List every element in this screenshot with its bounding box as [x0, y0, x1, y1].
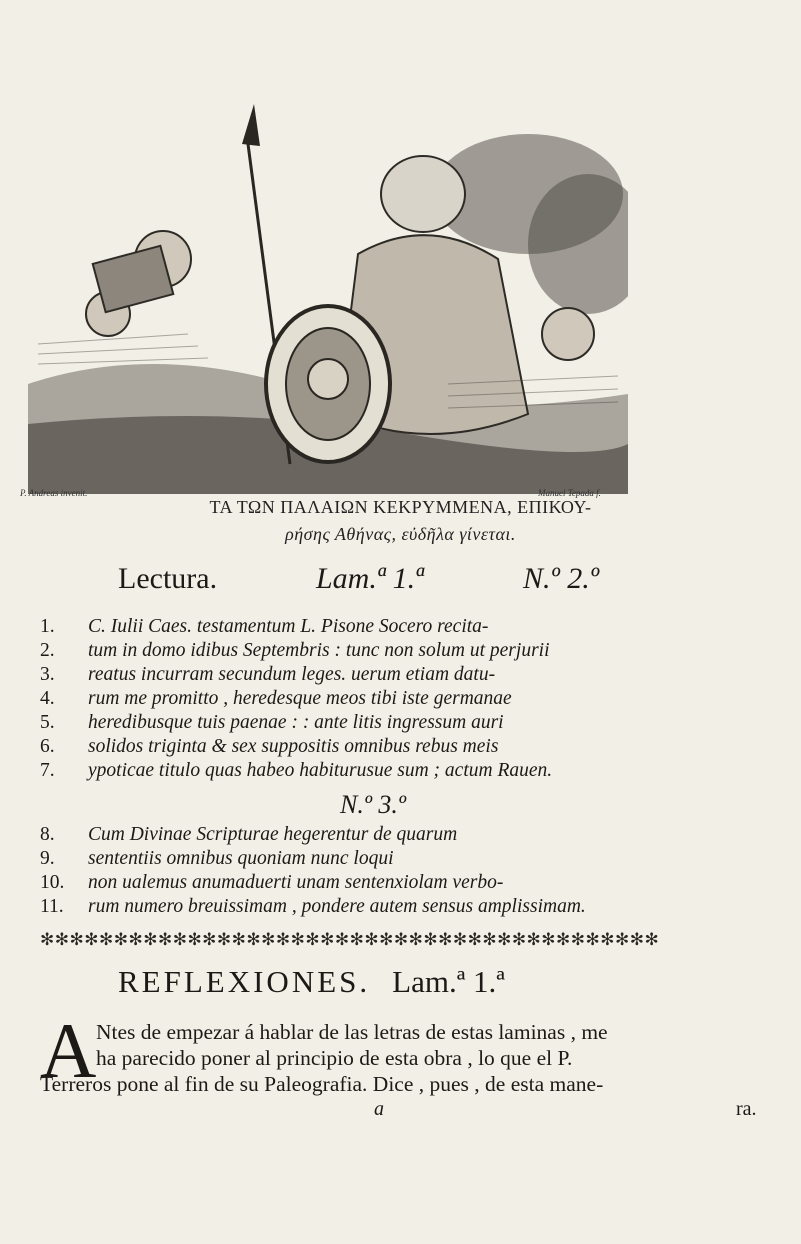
body-line-1: Ntes de empezar á hablar de las letras de estas laminas , me: [96, 1020, 608, 1044]
reflexiones-heading: [118, 964, 505, 1000]
line-text: rum me promitto , heredesque meos tibi iste germanae: [88, 688, 512, 709]
line-number: 2.: [40, 640, 55, 661]
reflexiones-title: REFLEXIONES.: [118, 964, 371, 999]
line-number: 5.: [40, 712, 55, 733]
line-text: tum in domo idibus Septembris : tunc non solum ut perjurii: [88, 640, 550, 661]
line-number: 7.: [40, 760, 55, 781]
line-number: 10.: [40, 872, 65, 893]
latin-line-11: [40, 896, 780, 926]
line-number: 9.: [40, 848, 55, 869]
line-text: sententiis omnibus quoniam nunc loqui: [88, 848, 394, 869]
ornament-divider: ✻✻✻✻✻✻✻✻✻✻✻✻✻✻✻✻✻✻✻✻✻✻✻✻✻✻✻✻✻✻✻✻✻✻✻✻✻✻✻✻✻✻: [40, 930, 660, 949]
line-text: C. Iulii Caes. testamentum L. Pisone Socero recita-: [88, 616, 489, 637]
engraving-credit-right: Manuel Tepada f.: [538, 488, 601, 498]
line-number: 8.: [40, 824, 55, 845]
line-text: rum numero breuissimam , pondere autem sensus amplissimam.: [88, 896, 586, 917]
body-line-3: Terreros pone al fin de su Paleografia. Dice , pues , de esta mane-: [40, 1072, 604, 1096]
line-text: ypoticae titulo quas habeo habiturusue sum ; actum Rauen.: [88, 760, 553, 781]
signature-mark: a: [374, 1098, 384, 1120]
line-number: 1.: [40, 616, 55, 637]
line-number: 11.: [40, 896, 64, 917]
lectura-label: Lectura.: [118, 562, 218, 595]
line-text: reatus incurram secundum leges. uerum etiam datu-: [88, 664, 496, 685]
line-text: heredibusque tuis paenae : : ante litis ingressum auri: [88, 712, 504, 733]
line-text: solidos triginta & sex suppositis omnibus rebus meis: [88, 736, 499, 757]
latin-line-7: [40, 760, 780, 790]
catchword: ra.: [736, 1098, 757, 1120]
line-number: 6.: [40, 736, 55, 757]
line-text: non ualemus anumaduerti unam sentenxiolam verbo-: [88, 872, 504, 893]
lectura-heading: [118, 562, 678, 602]
lectura-lamina: Lam.ª 1.ª: [316, 562, 424, 595]
body-line-2: ha parecido poner al principio de esta obra , lo que el P.: [96, 1046, 573, 1070]
line-number: 4.: [40, 688, 55, 709]
greek-motto-line2: ρήσης Αθήνας, εὐδῆλα γίνεται.: [285, 524, 516, 544]
drop-cap: A: [40, 1007, 97, 1094]
reflexiones-lamina: Lam.ª 1.ª: [392, 964, 505, 999]
greek-motto-line1: ΤΑ ΤΩΝ ΠΑΛΑΙΩΝ ΚΕΚΡΥΜΜΕΝΑ, ΕΠΙΚΟΥ-: [209, 497, 592, 517]
numero-3-heading: N.º 3.º: [340, 790, 406, 819]
frontispiece-engraving: [28, 84, 628, 494]
engraving-credit-left: P. Andreas invenit.: [20, 488, 88, 498]
lectura-numero: N.º 2.º: [523, 562, 600, 595]
line-number: 3.: [40, 664, 55, 685]
line-text: Cum Divinae Scripturae hegerentur de quarum: [88, 824, 458, 845]
